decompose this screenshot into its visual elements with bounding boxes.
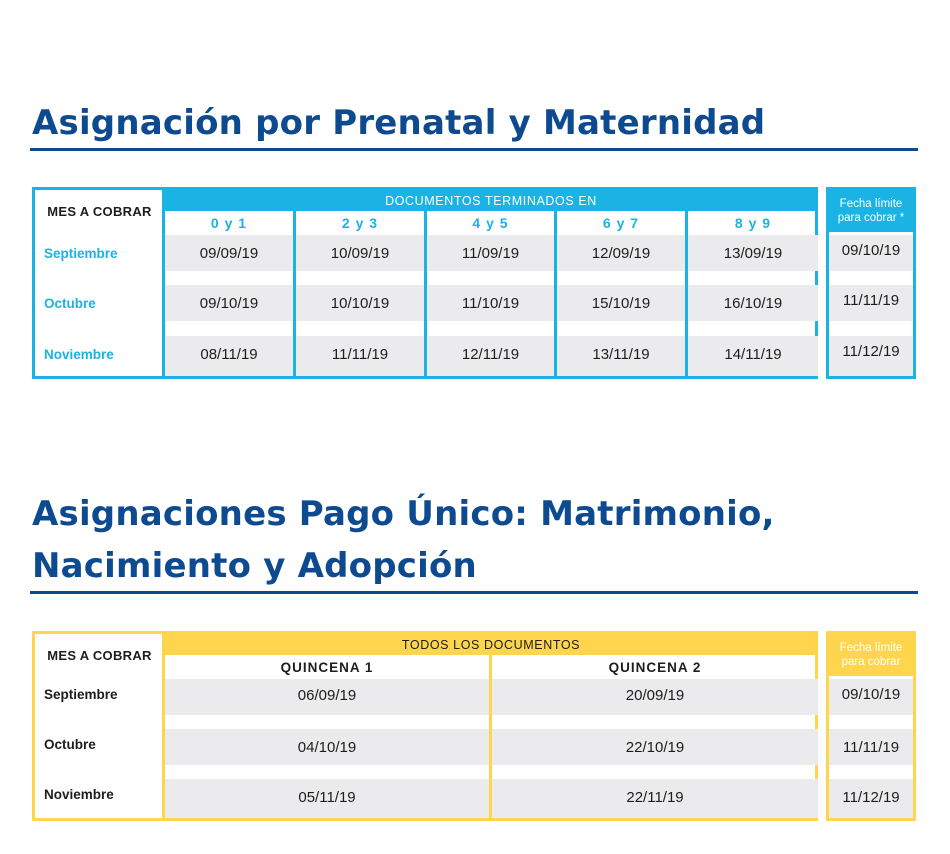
section2-schedule-table: [32, 631, 818, 821]
month-label: Septiembre: [44, 686, 118, 702]
mes-a-cobrar-header: MES A COBRAR: [47, 647, 152, 663]
date-cell: 20/09/19: [625, 686, 685, 704]
documentos-band: DOCUMENTOS TERMINADOS EN: [164, 190, 818, 211]
column-header: 2 y 3: [341, 215, 379, 231]
deadline-header-line1: Fecha límite: [839, 642, 903, 654]
date-cell: 15/10/19: [591, 294, 651, 312]
date-cell: 22/10/19: [625, 738, 685, 756]
deadline-header-line2: para cobrar: [841, 656, 901, 668]
section2-title-line2: Nacimiento y Adopción: [32, 546, 477, 586]
deadline-cell: 09/10/19: [841, 241, 901, 259]
deadline-header: [829, 634, 913, 676]
section2-deadline-table: [826, 631, 916, 821]
month-label: Noviembre: [44, 346, 114, 362]
deadline-cell: 11/11/19: [842, 291, 900, 309]
month-label: Octubre: [44, 736, 96, 752]
deadline-cell: 11/11/19: [842, 738, 900, 756]
deadline-header-line1: Fecha límite: [839, 198, 903, 210]
month-label: Septiembre: [44, 245, 118, 261]
deadline-cell: 11/12/19: [842, 788, 900, 806]
section2-title-rule: [30, 591, 918, 594]
date-cell: 22/11/19: [626, 788, 684, 806]
column-header: QUINCENA 2: [608, 659, 702, 675]
date-cell: 06/09/19: [297, 686, 357, 704]
section1-schedule-table: [32, 187, 818, 379]
month-label: Octubre: [44, 295, 96, 311]
date-cell: 09/10/19: [199, 294, 259, 312]
date-cell: 05/11/19: [298, 788, 356, 806]
date-cell: 13/11/19: [592, 345, 650, 363]
deadline-header-line2: para cobrar *: [837, 212, 905, 224]
deadline-cell: 11/12/19: [842, 342, 900, 360]
todos-documentos-band: TODOS LOS DOCUMENTOS: [164, 634, 818, 655]
date-cell: 08/11/19: [200, 345, 258, 363]
section2-title-line1: Asignaciones Pago Único: Matrimonio,: [32, 494, 775, 534]
date-cell: 13/09/19: [723, 244, 783, 262]
deadline-header: [829, 190, 913, 232]
section1-title: Asignación por Prenatal y Maternidad: [32, 103, 766, 143]
deadline-cell: 09/10/19: [841, 685, 901, 703]
column-header: 8 y 9: [734, 215, 772, 231]
mes-a-cobrar-header: MES A COBRAR: [47, 203, 152, 219]
date-cell: 11/09/19: [461, 244, 520, 262]
date-cell: 10/09/19: [330, 244, 390, 262]
date-cell: 12/11/19: [461, 345, 520, 363]
date-cell: 04/10/19: [297, 738, 357, 756]
date-cell: 11/11/19: [331, 345, 389, 363]
date-cell: 11/10/19: [461, 294, 520, 312]
date-cell: 10/10/19: [330, 294, 390, 312]
column-header: 6 y 7: [602, 215, 640, 231]
section1-title-rule: [30, 148, 918, 151]
month-label: Noviembre: [44, 786, 114, 802]
date-cell: 09/09/19: [199, 244, 259, 262]
date-cell: 12/09/19: [591, 244, 651, 262]
section1-deadline-table: [826, 187, 916, 379]
column-header: 0 y 1: [210, 215, 248, 231]
column-header: 4 y 5: [472, 215, 509, 231]
date-cell: 16/10/19: [723, 294, 783, 312]
date-cell: 14/11/19: [724, 345, 782, 363]
column-header: QUINCENA 1: [280, 659, 374, 675]
